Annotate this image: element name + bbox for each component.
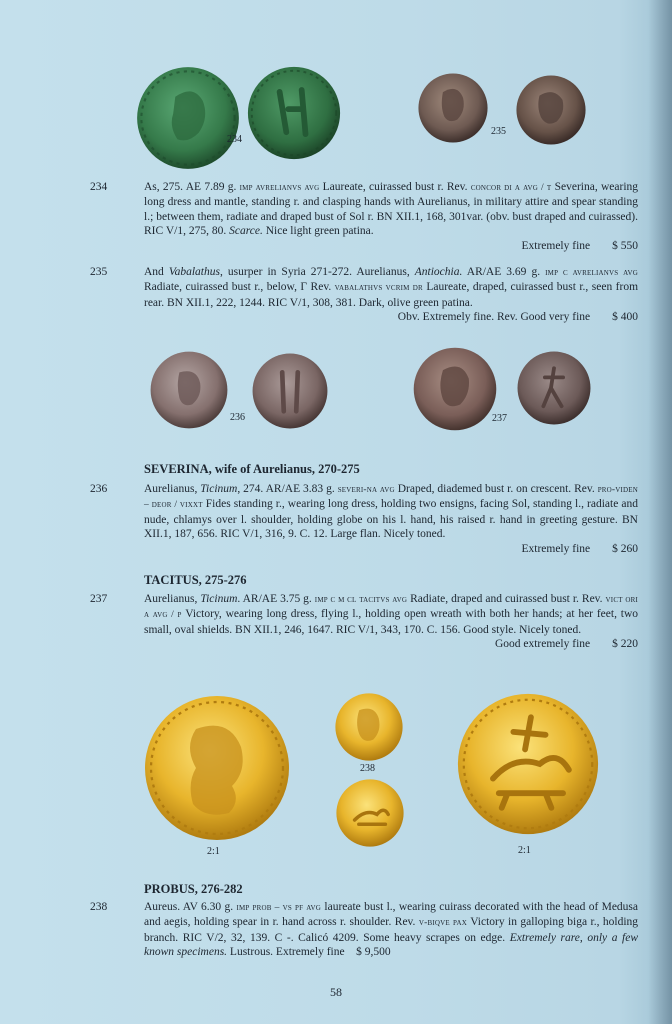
plate-number-238: 238 [360,763,375,774]
page-number: 58 [330,985,342,999]
lot-description: Aureus. AV 6.30 g. imp prob – vs pf avg laureate bust l., wearing cuirass decorated with the head of Medusa and aegis, holding spear in r. hand across r. shoulder. Rev. v-biqve pax Victory in galloping biga r., holding branch. RIC V/2, 32, 139. C -. Calicó 4209. Some heavy scrapes on edge. Extremely rare, only a few known specimens. Lustrous. Extremely fine $ 9,500 [144,901,639,959]
lot-description: And Vabalathus, usurper in Syria 271-272. Aurelianus, Antiochia. AR/AE 3.69 g. imp c avrelianvs avg Radiate, cuirassed bust r., below, Γ Rev. vabalathvs vcrim dr Laureate, draped, cuirassed bust r., seen from rear. BN XII.1, 222, 1244. RIC V/1, 308, 381. Dark, olive green patina. Obv. Extremely fine. Rev. Good very fine $ 400 [144,266,639,324]
coin-238-reverse [332,778,408,848]
page-fold-shadow [648,0,672,1024]
coin-238-reverse-enlarged [455,690,601,838]
coin-236-obverse [149,350,229,430]
lot-number: 237 [90,593,108,605]
lot-number: 236 [90,483,108,495]
grade: Obv. Extremely fine. Rev. Good very fine [397,311,591,324]
lot-number: 235 [90,266,108,278]
coin-238-obverse-enlarged [140,693,294,843]
grade: Extremely fine [275,946,345,959]
plate-number-236: 236 [230,412,245,423]
coin-237-obverse [412,346,498,432]
coin-236-reverse [251,352,329,430]
section-heading: TACITUS, 275-276 [144,573,247,587]
scale-label-left: 2:1 [207,846,220,857]
lot-number: 238 [90,901,108,913]
lot-number: 234 [90,181,108,193]
coin-237-reverse [516,350,592,426]
section-heading: PROBUS, 276-282 [144,882,243,896]
plate-number-234: 234 [227,134,242,145]
coin-234-reverse [246,65,342,161]
grade: Extremely fine [521,239,591,252]
lot-description: As, 275. AE 7.89 g. imp avrelianvs avg Laureate, cuirassed bust r. Rev. concor di a avg / t Severina, wearing long dress and mantle, standing r. and clasping hands with Aurelianus, in military attire and spear standing l.; between them, radiate and draped bust of Sol r. BN XII.1, 168, 301var. (obv. bust draped and cuirassed). RIC V/1, 275, 80. Scarce. Nice light green patina. Extremely fine $ 550 [144,181,639,252]
scale-label-right: 2:1 [518,845,531,856]
grade: Good extremely fine [494,638,591,651]
price: $ 260 [612,542,638,555]
price: $ 9,500 [356,946,391,959]
coin-238-obverse [333,692,405,762]
coin-235-reverse [515,74,587,146]
price: $ 220 [612,638,638,651]
coin-235-obverse [417,72,489,144]
price: $ 550 [612,239,638,252]
price: $ 400 [612,311,638,324]
coin-234-obverse [135,65,241,171]
plate-number-235: 235 [491,126,506,137]
grade: Extremely fine [521,542,591,555]
lot-description: Aurelianus, Ticinum, 274. AR/AE 3.83 g. severi-na avg Draped, diademed bust r. on crescent. Rev. pro-viden – deor / vixxt Fides standing r., wearing long dress, holding two ensigns, facing Sol, standing l., radiate and nude, chlamys over l. shoulder, holding globe on his l. hand, his raised r. hand in greeting gesture. BN XII.1, 187, 656. RIC V/1, 316, 9. C. 12. Large flan. Nicely toned. Extremely fine $ 260 [144,483,639,555]
lot-description: Aurelianus, Ticinum. AR/AE 3.75 g. imp c m cl tacitvs avg Radiate, draped and cuirassed bust r. Rev. vict ori a avg / p Victory, wearing long dress, flying l., holding open wreath with both her hands; at her feet, two small, oval shields. BN XII.1, 246, 1647. RIC V/1, 343, 170. C. 156. Good style. Nicely toned. Good extremely fine $ 220 [144,593,639,651]
section-heading: SEVERINA, wife of Aurelianus, 270-275 [144,462,360,476]
plate-number-237: 237 [492,413,507,424]
